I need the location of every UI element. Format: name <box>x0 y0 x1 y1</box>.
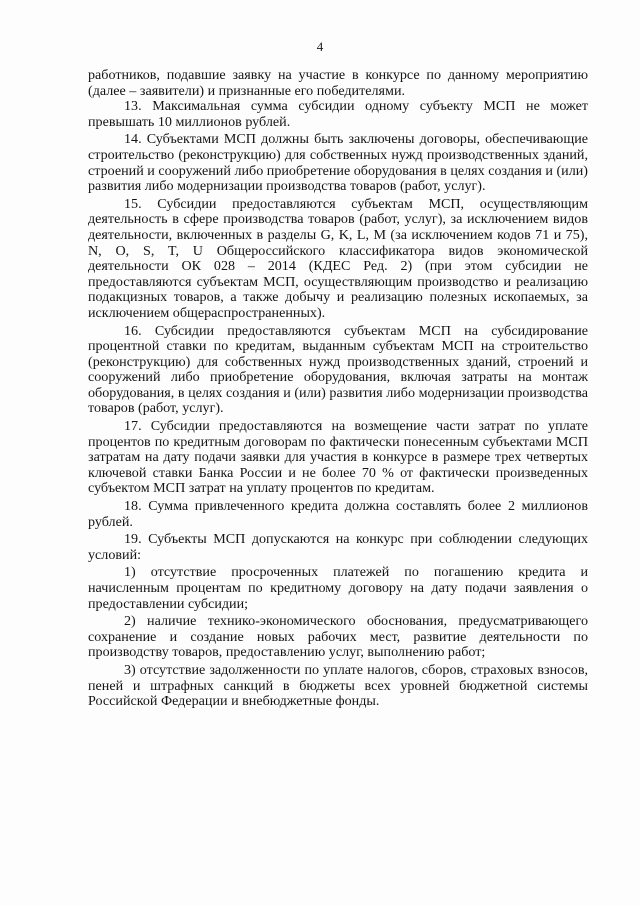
paragraph-15: 15. Субсидии предоставляются субъектам МСП, осуществляющим деятельность в сфере производства товаров (работ, услуг), за исключением видов деятельности, включенных в разделы G, K, L, M (за исключением кодов 71 и 75), N, O, S, T, U Общероссийского классификатора видов экономической деятельности ОК 028 – 2014 (КДЕС Ред. 2) (при этом субсидии не предоставляются субъектам МСП, осуществляющим производство и реализацию подакцизных товаров, а также добычу и реализацию полезных ископаемых, за исключением общераспространенных). <box>88 195 588 321</box>
page-number: 4 <box>316 39 324 54</box>
paragraph-18: 18. Сумма привлеченного кредита должна составлять более 2 миллионов рублей. <box>88 498 588 530</box>
paragraph-16: 16. Субсидии предоставляются субъектам МСП на субсидирование процентной ставки по кредитам, выданным субъектам МСП на строительство (реконструкцию) для собственных нужд производственных зданий, строений и сооружений либо приобретение оборудования, включая затраты на монтаж оборудования, в целях создания и (или) развития либо модернизации производства товаров (работ, услуг). <box>88 322 588 417</box>
condition-1: 1) отсутствие просроченных платежей по погашению кредита и начисленным процентам по кредитному договору на дату подачи заявления о предоставлении субсидии; <box>88 564 588 612</box>
paragraph-13: 13. Максимальная сумма субсидии одному субъекту МСП не может превышать 10 миллионов рублей. <box>88 98 588 130</box>
document-body <box>88 68 588 710</box>
condition-3: 3) отсутствие задолженности по уплате налогов, сборов, страховых взносов, пеней и штрафных санкций в бюджеты всех уровней бюджетной системы Российской Федерации и внебюджетные фонды. <box>88 661 588 710</box>
paragraph-intro: работников, подавшие заявку на участие в конкурсе по данному мероприятию (далее – заявители) и признанные его победителями. <box>88 67 588 99</box>
paragraph-17: 17. Субсидии предоставляются на возмещение части затрат по уплате процентов по кредитным договорам по фактически понесенным субъектами МСП затратам на дату подачи заявки для участия в конкурсе в размере трех четвертых ключевой ставки Банка России и не более 70 % от фактически произведенных субъектом МСП затрат на уплату процентов по кредитам. <box>88 418 588 497</box>
paragraph-19: 19. Субъекты МСП допускаются на конкурс при соблюдении следующих условий: <box>88 531 588 563</box>
condition-2: 2) наличие технико-экономического обоснования, предусматривающего сохранение и создание новых рабочих мест, развитие деятельности по производству товаров, предоставлению услуг, выполнению работ; <box>88 613 588 661</box>
paragraph-14: 14. Субъектами МСП должны быть заключены договоры, обеспечивающие строительство (реконструкцию) для собственных нужд производственных зданий, строений и сооружений либо приобретение оборудования в целях создания и (или) развития либо модернизации производства товаров (работ, услуг). <box>88 131 588 195</box>
